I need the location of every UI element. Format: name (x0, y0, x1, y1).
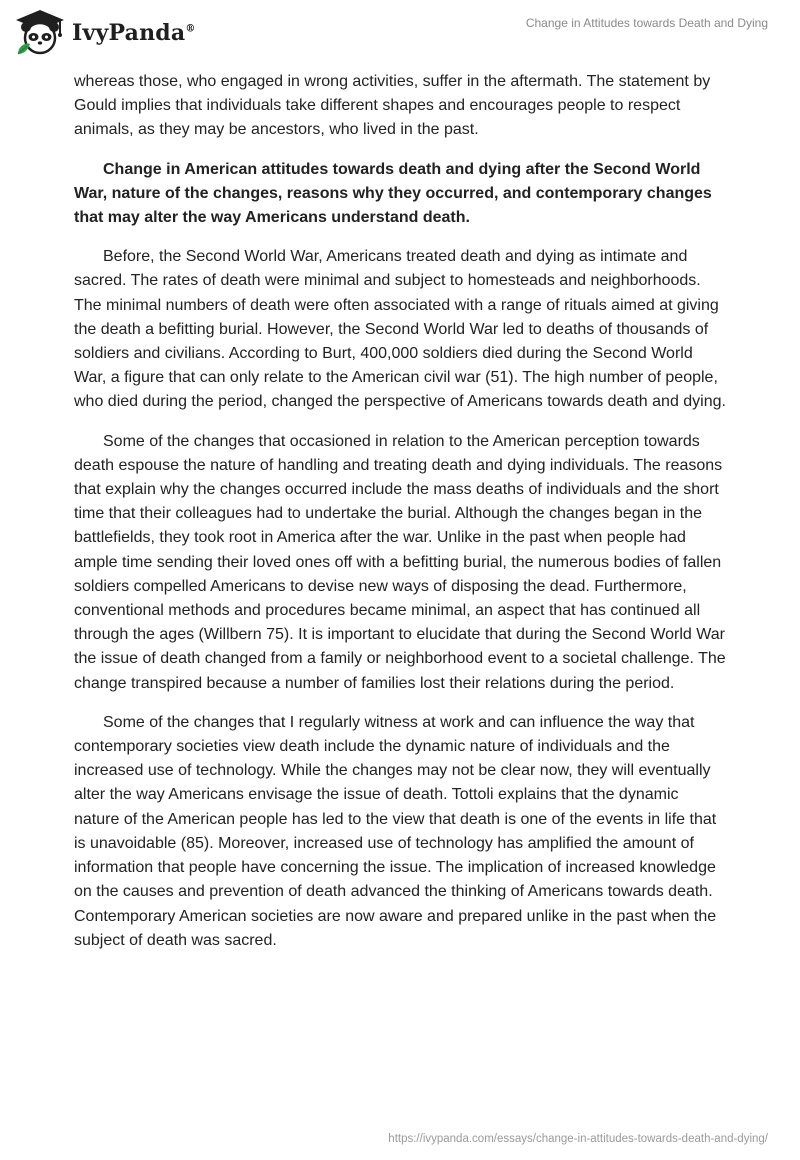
source-url-link[interactable]: https://ivypanda.com/essays/change-in-attitudes-towards-death-and-dying/ (388, 1133, 768, 1145)
ivypanda-logo[interactable] (14, 8, 196, 58)
document-title: Change in Attitudes towards Death and Dying (525, 16, 768, 30)
paragraph-3: Some of the changes that I regularly witness at work and can influence the way that contemporary societies view death include the dynamic nature of individuals and the increased use of technology. While the changes may not be clear now, they will eventually alter the way Americans envisage the issue of death. Tottoli explains that the dynamic nature of the American people has led to the view that death is one of the events in life that is unavoidable (85). Moreover, increased use of technology has amplified the amount of information that people have concerning the issue. The implication of increased knowledge on the causes and prevention of death advanced the thinking of Americans towards death. Contemporary American societies are now aware and prepared unlike in the past when the subject of death was sacred. (74, 713, 717, 949)
brand-name: IvyPanda® (72, 20, 196, 46)
paragraph-1: Before, the Second World War, Americans treated death and dying as intimate and sacred. The rates of death were minimal and subject to homesteads and neighborhoods. The minimal numbers of death were often associated with a range of rituals aimed at giving the death a befitting burial. However, the Second World War led to deaths of thousands of soldiers and civilians. According to Burt, 400,000 soldiers died during the Second World War, a figure that can only relate to the American civil war (51). The high number of people, who died during the period, changed the perspective of Americans towards death and dying. (74, 248, 726, 411)
page-header (0, 0, 800, 70)
essay-body (74, 70, 726, 968)
panda-graduate-logo-icon (14, 8, 66, 58)
section-heading: Change in American attitudes towards death and dying after the Second World War, nature of the changes, reasons why they occurred, and contemporary changes that may alter the way Americans understand death. (74, 160, 712, 227)
paragraph-2: Some of the changes that occasioned in relation to the American perception towards death espouse the nature of handling and treating death and dying individuals. The reasons that explain why the changes occurred include the mass deaths of individuals and the short time that their colleagues had to undertake the burial. Although the changes began in the battlefields, they took root in America after the war. Unlike in the past when people had ample time sending their loved ones off with a befitting burial, the numerous bodies of fallen soldiers compelled Americans to devise new ways of disposing the dead. Furthermore, conventional methods and procedures became minimal, an aspect that has continued all through the ages (Willbern 75). It is important to elucidate that during the Second World War the issue of death changed from a family or neighborhood event to a societal challenge. The change transpired because a number of families lost their relations during the period. (74, 432, 726, 692)
paragraph-continued: whereas those, who engaged in wrong activities, suffer in the aftermath. The statement by Gould implies that individuals take different shapes and encourages people to respect animals, as they may be ancestors, who lived in the past. (74, 73, 711, 139)
